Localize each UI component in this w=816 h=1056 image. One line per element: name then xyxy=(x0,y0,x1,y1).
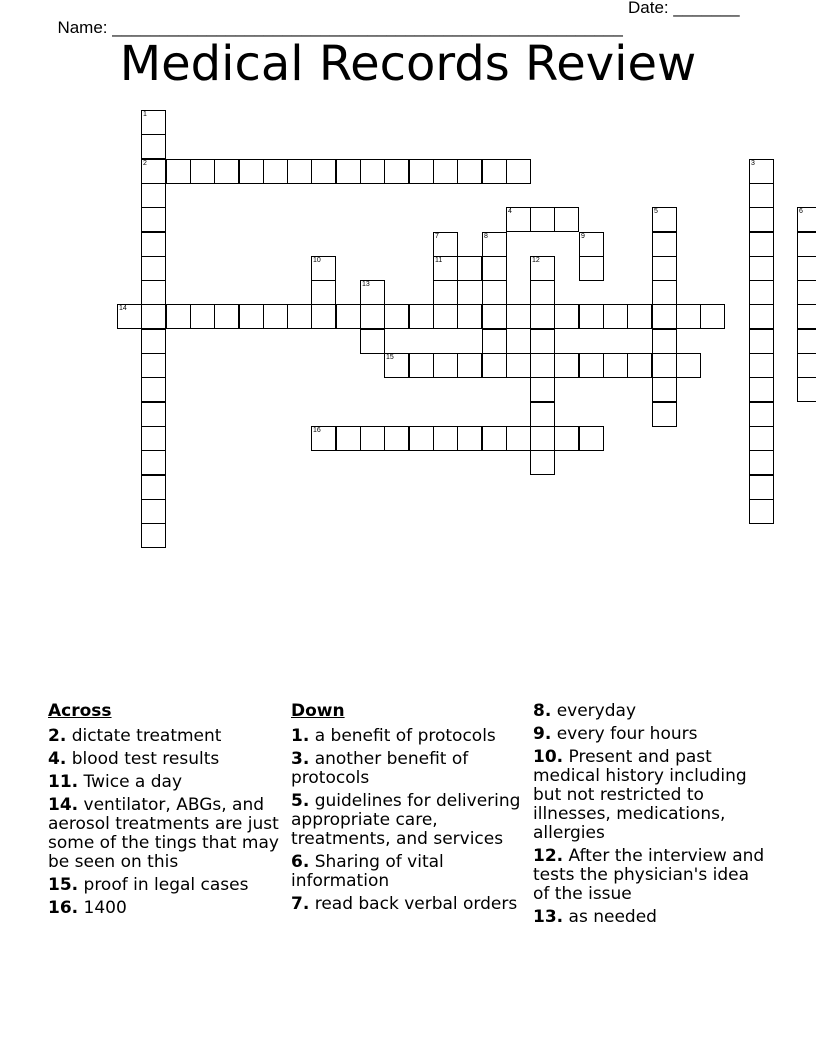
grid-cell[interactable] xyxy=(141,134,166,159)
clue-number-label: 13. xyxy=(533,907,564,927)
grid-cell[interactable] xyxy=(627,304,652,329)
grid-cell[interactable] xyxy=(360,329,385,354)
grid-cell[interactable] xyxy=(482,159,507,184)
grid-cell[interactable] xyxy=(530,426,555,451)
clue-number-label: 7. xyxy=(291,894,310,914)
grid-cell[interactable] xyxy=(141,450,166,475)
grid-cell[interactable] xyxy=(360,280,385,305)
grid-cell[interactable] xyxy=(433,256,458,281)
clue-text: as needed xyxy=(563,907,657,927)
clue-number-label: 5. xyxy=(291,791,310,811)
grid-cell[interactable] xyxy=(311,256,336,281)
clue-item xyxy=(48,773,284,792)
grid-cell[interactable] xyxy=(652,280,677,305)
clue-item xyxy=(291,727,527,746)
clue-number-label: 9. xyxy=(533,724,552,744)
grid-cell[interactable] xyxy=(749,377,774,402)
clue-number: 2 xyxy=(143,160,147,167)
clue-number: 12 xyxy=(532,257,540,264)
clue-item xyxy=(291,895,527,914)
grid-cell[interactable] xyxy=(627,353,652,378)
grid-cell[interactable] xyxy=(652,353,677,378)
grid-cell[interactable] xyxy=(190,159,215,184)
grid-cell[interactable] xyxy=(797,280,816,305)
clue-number-label: 2. xyxy=(48,726,67,746)
date-label: Date: _______ xyxy=(628,0,740,17)
grid-cell[interactable] xyxy=(457,256,482,281)
grid-cell[interactable] xyxy=(579,304,604,329)
across-clue-list xyxy=(48,727,284,918)
grid-cell[interactable] xyxy=(287,304,312,329)
grid-cell[interactable] xyxy=(652,207,677,232)
grid-cell[interactable] xyxy=(311,159,336,184)
name-label: Name: ______________________________________________________ xyxy=(57,18,623,37)
grid-cell[interactable] xyxy=(652,377,677,402)
clue-number: 7 xyxy=(435,233,439,240)
grid-cell[interactable] xyxy=(506,353,531,378)
clue-number: 6 xyxy=(799,208,803,215)
grid-cell[interactable] xyxy=(603,353,628,378)
clue-item xyxy=(48,899,284,918)
grid-cell[interactable] xyxy=(749,499,774,524)
clue-number: 11 xyxy=(435,257,443,264)
clue-item xyxy=(533,748,769,843)
grid-cell[interactable] xyxy=(652,232,677,257)
clue-column-3 xyxy=(533,702,769,931)
grid-cell[interactable] xyxy=(652,304,677,329)
grid-cell[interactable] xyxy=(749,329,774,354)
clue-text: Sharing of vital information xyxy=(291,852,444,891)
grid-cell[interactable] xyxy=(141,232,166,257)
grid-cell[interactable] xyxy=(311,304,336,329)
grid-cell[interactable] xyxy=(749,256,774,281)
page-title: Medical Records Review xyxy=(119,36,697,92)
clue-text: guidelines for delivering appropriate care, treatments, and services xyxy=(291,791,521,849)
grid-cell[interactable] xyxy=(749,353,774,378)
clue-text: After the interview and tests the physician's idea of the issue xyxy=(533,846,765,904)
clue-number-label: 10. xyxy=(533,747,564,767)
clue-number: 3 xyxy=(751,160,755,167)
clue-text: ventilator, ABGs, and aerosol treatments are just some of the tings that may be seen on this xyxy=(48,795,279,872)
grid-cell[interactable] xyxy=(482,426,507,451)
grid-cell[interactable] xyxy=(530,207,555,232)
grid-cell[interactable] xyxy=(749,402,774,427)
grid-cell[interactable] xyxy=(797,304,816,329)
grid-cell[interactable] xyxy=(749,207,774,232)
grid-cell[interactable] xyxy=(482,256,507,281)
grid-cell[interactable] xyxy=(214,304,239,329)
grid-cell[interactable] xyxy=(482,280,507,305)
grid-cell[interactable] xyxy=(579,353,604,378)
grid-cell[interactable] xyxy=(384,353,409,378)
grid-cell[interactable] xyxy=(749,304,774,329)
clue-number: 14 xyxy=(119,305,127,312)
grid-cell[interactable] xyxy=(530,377,555,402)
down-clue-list xyxy=(291,727,527,914)
grid-cell[interactable] xyxy=(141,329,166,354)
clue-number: 4 xyxy=(508,208,512,215)
grid-cell[interactable] xyxy=(749,426,774,451)
grid-cell[interactable] xyxy=(336,426,361,451)
clue-number: 16 xyxy=(313,427,321,434)
clue-item xyxy=(48,876,284,895)
grid-cell[interactable] xyxy=(797,232,816,257)
grid-cell[interactable] xyxy=(676,304,701,329)
grid-cell[interactable] xyxy=(263,304,288,329)
clue-number: 9 xyxy=(581,233,585,240)
grid-cell[interactable] xyxy=(287,159,312,184)
grid-cell[interactable] xyxy=(336,159,361,184)
clue-column-1 xyxy=(48,702,284,922)
grid-cell[interactable] xyxy=(141,256,166,281)
clue-number: 5 xyxy=(654,208,658,215)
grid-cell[interactable] xyxy=(311,426,336,451)
clue-column-2 xyxy=(291,702,527,918)
grid-cell[interactable] xyxy=(141,499,166,524)
clue-text: Present and past medical history including but not restricted to illnesses, medications, allergies xyxy=(533,747,747,843)
clue-number-label: 4. xyxy=(48,749,67,769)
grid-cell[interactable] xyxy=(166,159,191,184)
clue-number-label: 6. xyxy=(291,852,310,872)
grid-cell[interactable] xyxy=(749,159,774,184)
clue-number-label: 12. xyxy=(533,846,564,866)
clue-text: 1400 xyxy=(78,898,127,918)
grid-cell[interactable] xyxy=(797,353,816,378)
grid-cell[interactable] xyxy=(482,304,507,329)
grid-cell[interactable] xyxy=(433,304,458,329)
clue-number: 15 xyxy=(386,354,394,361)
grid-cell[interactable] xyxy=(214,159,239,184)
clue-item xyxy=(291,853,527,891)
grid-cell[interactable] xyxy=(506,159,531,184)
grid-cell[interactable] xyxy=(433,353,458,378)
grid-cell[interactable] xyxy=(530,329,555,354)
down-heading: Down xyxy=(291,701,345,721)
grid-cell[interactable] xyxy=(433,426,458,451)
grid-cell[interactable] xyxy=(749,280,774,305)
grid-cell[interactable] xyxy=(506,426,531,451)
grid-cell[interactable] xyxy=(141,183,166,208)
grid-cell[interactable] xyxy=(603,304,628,329)
grid-cell[interactable] xyxy=(433,232,458,257)
grid-cell[interactable] xyxy=(384,304,409,329)
grid-cell[interactable] xyxy=(554,304,579,329)
grid-cell[interactable] xyxy=(554,353,579,378)
clue-number-label: 14. xyxy=(48,795,79,815)
grid-cell[interactable] xyxy=(384,426,409,451)
grid-cell[interactable] xyxy=(700,304,725,329)
grid-cell[interactable] xyxy=(482,329,507,354)
grid-cell[interactable] xyxy=(530,304,555,329)
grid-cell[interactable] xyxy=(652,329,677,354)
grid-cell[interactable] xyxy=(530,450,555,475)
grid-cell[interactable] xyxy=(749,475,774,500)
grid-cell[interactable] xyxy=(482,232,507,257)
grid-cell[interactable] xyxy=(457,159,482,184)
down-clue-list-continued xyxy=(533,702,769,927)
grid-cell[interactable] xyxy=(579,256,604,281)
grid-cell[interactable] xyxy=(506,207,531,232)
clue-item xyxy=(48,750,284,769)
clue-text: every four hours xyxy=(551,724,698,744)
grid-cell[interactable] xyxy=(409,426,434,451)
clue-number: 13 xyxy=(362,281,370,288)
grid-cell[interactable] xyxy=(409,353,434,378)
grid-cell[interactable] xyxy=(797,329,816,354)
grid-cell[interactable] xyxy=(506,304,531,329)
grid-cell[interactable] xyxy=(166,304,191,329)
grid-cell[interactable] xyxy=(141,207,166,232)
clue-text: Twice a day xyxy=(78,772,183,792)
clue-number: 10 xyxy=(313,257,321,264)
clue-item xyxy=(48,727,284,746)
clue-item xyxy=(291,750,527,788)
grid-cell[interactable] xyxy=(141,159,166,184)
grid-cell[interactable] xyxy=(141,426,166,451)
grid-cell[interactable] xyxy=(239,304,264,329)
clue-item xyxy=(533,702,769,721)
grid-cell[interactable] xyxy=(749,450,774,475)
clue-number-label: 8. xyxy=(533,701,552,721)
grid-cell[interactable] xyxy=(554,207,579,232)
grid-cell[interactable] xyxy=(311,280,336,305)
clue-text: read back verbal orders xyxy=(309,894,518,914)
grid-cell[interactable] xyxy=(360,426,385,451)
grid-cell[interactable] xyxy=(530,256,555,281)
clue-number-label: 11. xyxy=(48,772,79,792)
clue-number-label: 16. xyxy=(48,898,79,918)
grid-cell[interactable] xyxy=(530,280,555,305)
grid-cell[interactable] xyxy=(239,159,264,184)
grid-cell[interactable] xyxy=(530,353,555,378)
clue-text: proof in legal cases xyxy=(78,875,249,895)
grid-cell[interactable] xyxy=(433,159,458,184)
grid-cell[interactable] xyxy=(336,304,361,329)
clue-item xyxy=(533,908,769,927)
clue-text: another benefit of protocols xyxy=(291,749,469,788)
grid-cell[interactable] xyxy=(457,353,482,378)
grid-cell[interactable] xyxy=(360,159,385,184)
grid-cell[interactable] xyxy=(749,183,774,208)
grid-cell[interactable] xyxy=(141,523,166,548)
grid-cell[interactable] xyxy=(190,304,215,329)
grid-cell[interactable] xyxy=(141,353,166,378)
clue-text: a benefit of protocols xyxy=(309,726,496,746)
clue-text: everyday xyxy=(551,701,636,721)
grid-cell[interactable] xyxy=(384,159,409,184)
grid-cell[interactable] xyxy=(141,304,166,329)
clue-number-label: 1. xyxy=(291,726,310,746)
grid-cell[interactable] xyxy=(797,207,816,232)
grid-cell[interactable] xyxy=(482,353,507,378)
grid-cell[interactable] xyxy=(652,402,677,427)
grid-cell[interactable] xyxy=(676,353,701,378)
clue-item xyxy=(533,847,769,904)
grid-cell[interactable] xyxy=(433,280,458,305)
grid-cell[interactable] xyxy=(141,110,166,135)
clue-number: 8 xyxy=(484,233,488,240)
grid-cell[interactable] xyxy=(409,159,434,184)
grid-cell[interactable] xyxy=(457,426,482,451)
grid-cell[interactable] xyxy=(457,304,482,329)
across-heading: Across xyxy=(48,701,112,721)
grid-cell[interactable] xyxy=(554,426,579,451)
grid-cell[interactable] xyxy=(652,256,677,281)
grid-cell[interactable] xyxy=(579,426,604,451)
grid-cell[interactable] xyxy=(797,377,816,402)
grid-cell[interactable] xyxy=(360,304,385,329)
clue-number-label: 3. xyxy=(291,749,310,769)
grid-cell[interactable] xyxy=(117,304,142,329)
clue-item xyxy=(48,796,284,872)
grid-cell[interactable] xyxy=(409,304,434,329)
grid-cell[interactable] xyxy=(797,256,816,281)
clue-number-label: 15. xyxy=(48,875,79,895)
grid-cell[interactable] xyxy=(141,402,166,427)
clue-text: dictate treatment xyxy=(66,726,222,746)
grid-cell[interactable] xyxy=(579,232,604,257)
grid-cell[interactable] xyxy=(141,475,166,500)
grid-cell[interactable] xyxy=(263,159,288,184)
grid-cell[interactable] xyxy=(141,377,166,402)
clue-item xyxy=(533,725,769,744)
clue-number: 1 xyxy=(143,111,147,118)
grid-cell[interactable] xyxy=(530,402,555,427)
clue-item xyxy=(291,792,527,849)
grid-cell[interactable] xyxy=(141,280,166,305)
clue-text: blood test results xyxy=(66,749,220,769)
grid-cell[interactable] xyxy=(749,232,774,257)
